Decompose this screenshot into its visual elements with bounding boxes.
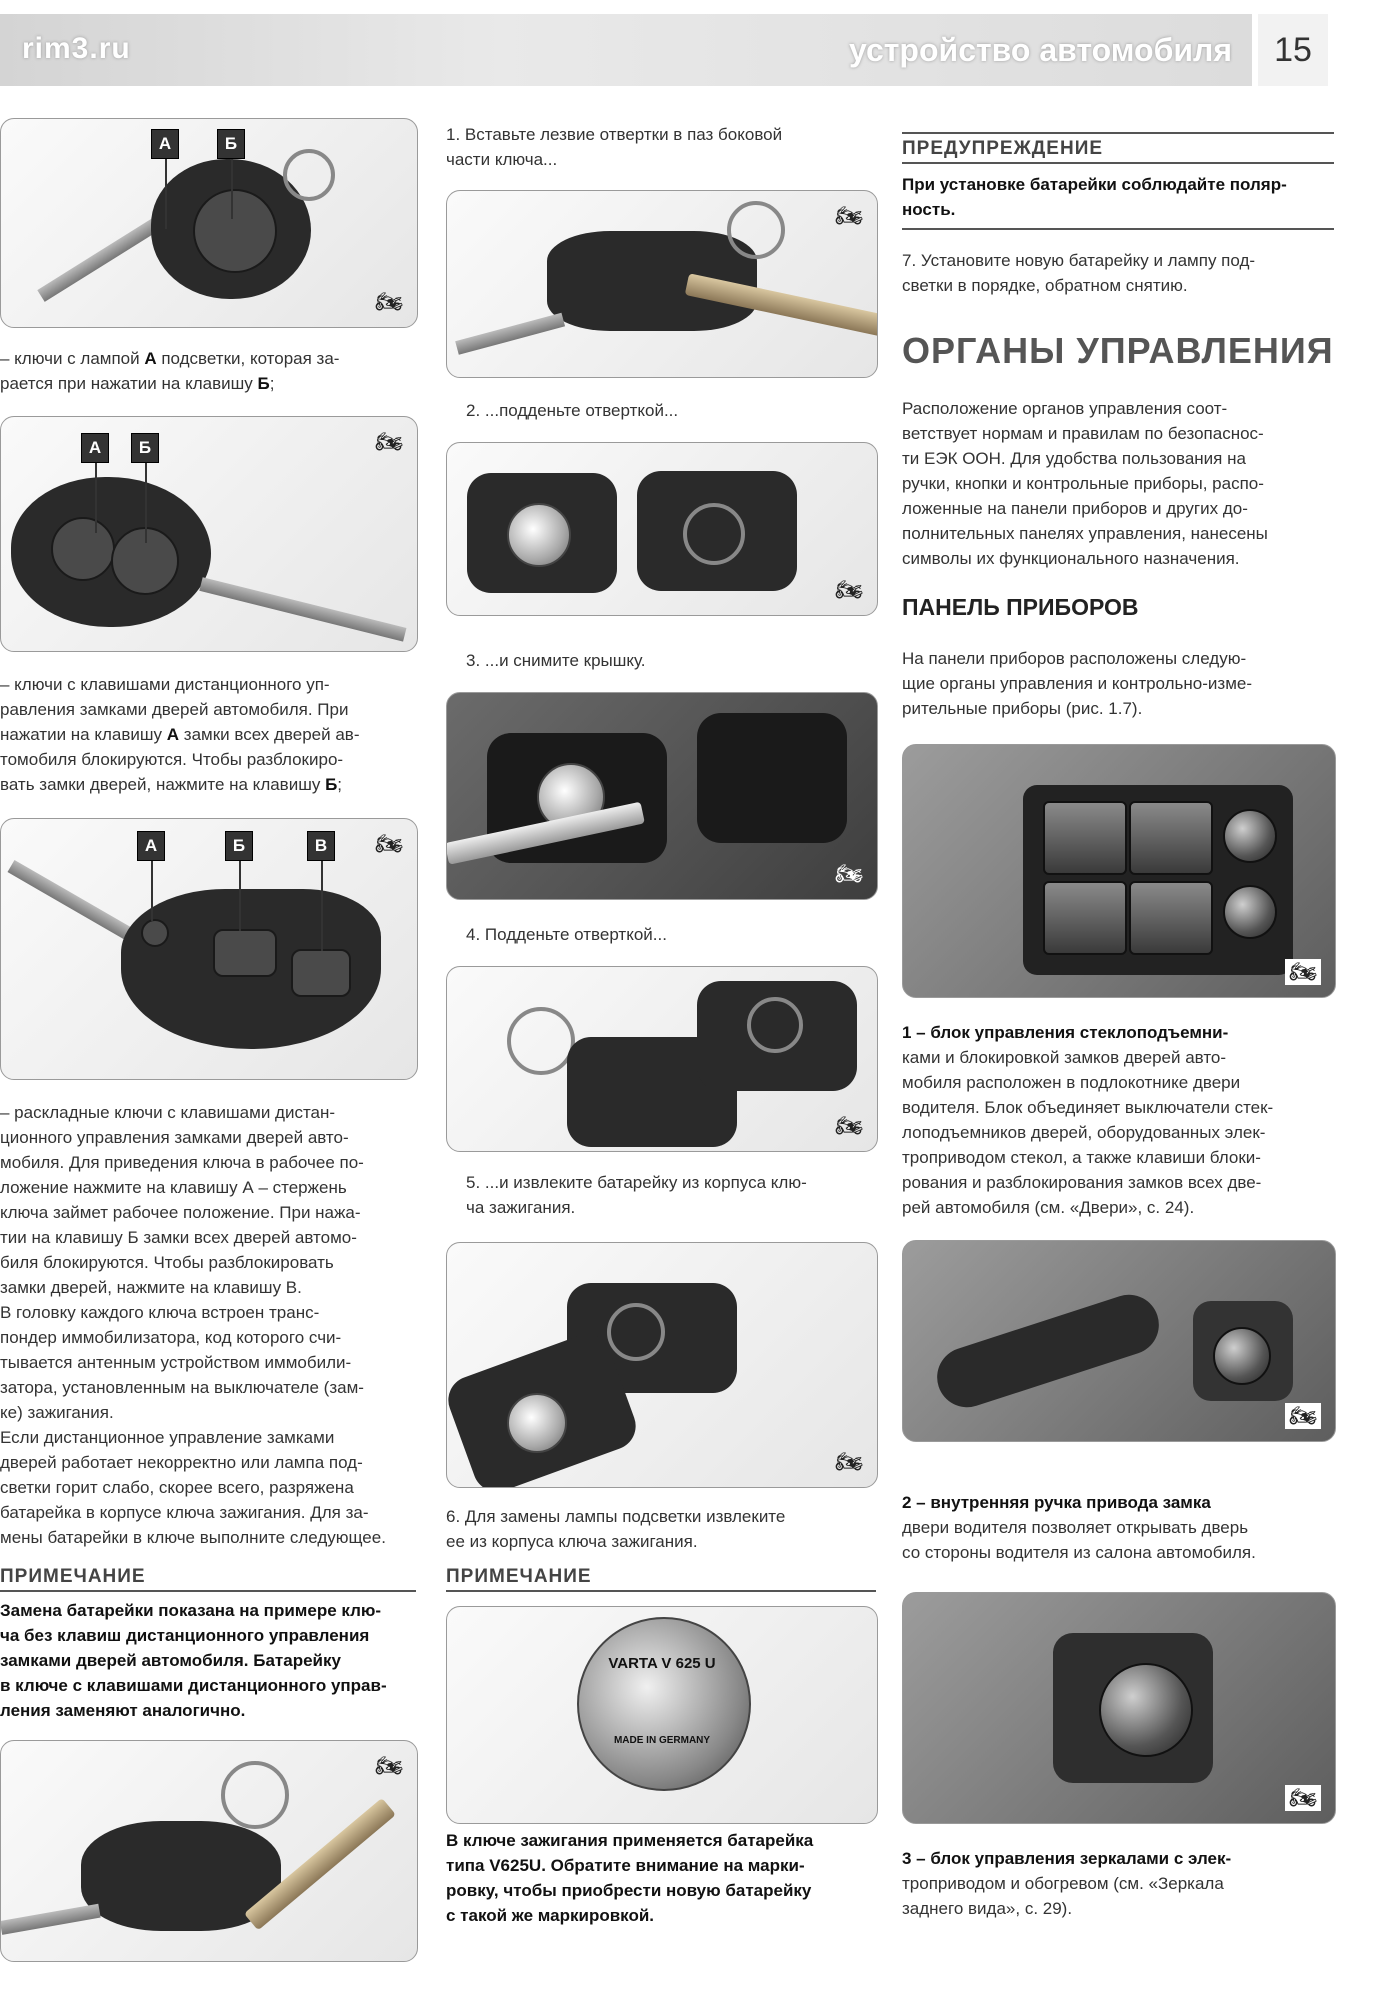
site-name: rim3.ru <box>22 32 131 65</box>
section-title: устройство автомобиля <box>848 32 1232 68</box>
camera-icon: 🏍 <box>835 1449 863 1474</box>
photo-door-handle <box>902 1240 1336 1442</box>
warning-heading: ПРЕДУПРЕЖДЕНИЕ <box>902 138 1334 164</box>
text-folding-key: – раскладные ключи с клавишами дистан- ционного управления замками дверей авто- мобиля. Для приведения ключа в рабочее по- ложение нажмите на клавишу А – стержень ключа займет рабочее положение. При нажа- тии на клавишу Б замки всех дверей автомо- биля блокируются. Чтобы разблокировать замки дверей, нажмите на клавишу В. В головку каждого ключа встроен транс- пондер иммобилизатора, код которого счи- тывается антенным устройством иммобили- затора, установленным на выключателе (зам- ке) зажигания. Если дистанционное управление замками дверей работает некорректно или лампа под- светки горит слабо, скорее всего, разряжена батарейка в корпусе ключа зажигания. Для за- мены батарейки в ключе выполните следующее. <box>0 1103 386 1547</box>
battery-origin: MADE IN GERMANY <box>613 1735 711 1746</box>
divider <box>902 228 1334 230</box>
subsection-heading: ПАНЕЛЬ ПРИБОРОВ <box>902 594 1139 620</box>
label-b: Б <box>225 831 253 861</box>
step-7: 7. Установите новую батарейку и лампу под- светки в порядке, обратном снятию. <box>902 251 1256 295</box>
page-header <box>0 14 1252 86</box>
label-a: А <box>81 433 109 463</box>
page-number: 15 <box>1252 14 1328 86</box>
photo-window-switches <box>902 744 1336 998</box>
text-key-lamp: – ключи с лампой А подсветки, которая за- рается при нажатии на клавишу Б; <box>0 349 340 393</box>
item-3-text: 3 – блок управления зеркалами с элек- троприводом и обогревом (см. «Зеркала заднего вида», с. 29). <box>902 1849 1232 1918</box>
camera-icon: 🏍 <box>1285 959 1321 985</box>
battery-marking: VARTA V 625 U <box>608 1655 716 1672</box>
label-a: А <box>151 129 179 159</box>
camera-icon: 🏍 <box>835 577 863 602</box>
photo-step-3 <box>446 692 878 900</box>
text-key-remote: – ключи с клавишами дистанционного уп- равления замками дверей автомобиля. При нажатии на клавишу А замки всех дверей ав- томобиля блокируются. Чтобы разблокиро- вать замки дверей, нажмите на клавишу Б; <box>0 675 360 794</box>
note-heading: ПРИМЕЧАНИЕ <box>0 1566 416 1592</box>
divider <box>902 132 1334 134</box>
panel-paragraph: На панели приборов расположены следую- щие органы управления и контрольно-изме- рительные приборы (рис. 1.7). <box>902 649 1253 718</box>
step-1: 1. Вставьте лезвие отвертки в паз боковой части ключа... <box>446 125 783 169</box>
step-4: 4. Подденьте отверткой... <box>466 925 667 944</box>
photo-battery <box>446 1606 878 1824</box>
item-2-text: 2 – внутренняя ручка привода замка двери водителя позволяет открывать дверь со стороны водителя из салона автомобиля. <box>902 1493 1256 1562</box>
photo-step-5 <box>446 1242 878 1488</box>
label-b: Б <box>131 433 159 463</box>
section-heading: ОРГАНЫ УПРАВЛЕНИЯ <box>902 330 1334 371</box>
step-2: 2. ...подденьте отверткой... <box>466 401 679 420</box>
photo-mirror-control <box>902 1592 1336 1824</box>
camera-icon: 🏍 <box>1285 1403 1321 1429</box>
note-text: В ключе зажигания применяется батарейка типа V625U. Обратите внимание на марки- ровку, чтобы приобрести новую батарейку с такой же маркировкой. <box>446 1831 814 1925</box>
item-1-text: 1 – блок управления стеклоподъемни- ками и блокировкой замков дверей авто- мобиля расположен в подлокотнике двери водителя. Блок объединяет выключатели стек- лоподъемников дверей, оборудованных элек- троприводом стекол, а также клавиши блоки- рования и разблокирования замков всех две- рей автомобиля (см. «Двери», с. 24). <box>902 1023 1274 1217</box>
note-text: Замена батарейки показана на примере клю- ча без клавиш дистанционного управления замками дверей автомобиля. Батарейку в ключе с клавишами дистанционного управ- ления заменяют аналогично. <box>0 1601 387 1720</box>
photo-step-2 <box>446 442 878 616</box>
warning-text: При установке батарейки соблюдайте поляр- ность. <box>902 175 1287 219</box>
photo-step-1 <box>446 190 878 378</box>
photo-key-with-lamp <box>0 118 418 328</box>
label-a: А <box>137 831 165 861</box>
photo-key-remote <box>0 416 418 652</box>
camera-icon: 🏍 <box>375 1753 403 1778</box>
step-5: 5. ...и извлеките батарейку из корпуса клю- ча зажигания. <box>466 1173 807 1217</box>
camera-icon: 🏍 <box>375 289 403 314</box>
photo-step-4 <box>446 966 878 1152</box>
label-v: В <box>307 831 335 861</box>
photo-key-screwdriver <box>0 1740 418 1962</box>
intro-paragraph: Расположение органов управления соот- ветствует нормам и правилам по безопаснос- ти ЕЭК ООН. Для удобства пользования на ручки, кнопки и контрольные приборы, распо- ложенные на панели приборов и других до- полнительных панелях управления, нанесены символы их функционального назначения. <box>902 399 1268 568</box>
camera-icon: 🏍 <box>835 203 863 228</box>
step-6: 6. Для замены лампы подсветки извлеките ее из корпуса ключа зажигания. <box>446 1507 786 1551</box>
camera-icon: 🏍 <box>375 429 403 454</box>
camera-icon: 🏍 <box>375 831 403 856</box>
camera-icon: 🏍 <box>835 1113 863 1138</box>
camera-icon: 🏍 <box>1285 1785 1321 1811</box>
label-b: Б <box>217 129 245 159</box>
step-3: 3. ...и снимите крышку. <box>466 651 646 670</box>
note-heading: ПРИМЕЧАНИЕ <box>446 1566 876 1592</box>
camera-icon: 🏍 <box>835 861 863 886</box>
photo-folding-key <box>0 818 418 1080</box>
